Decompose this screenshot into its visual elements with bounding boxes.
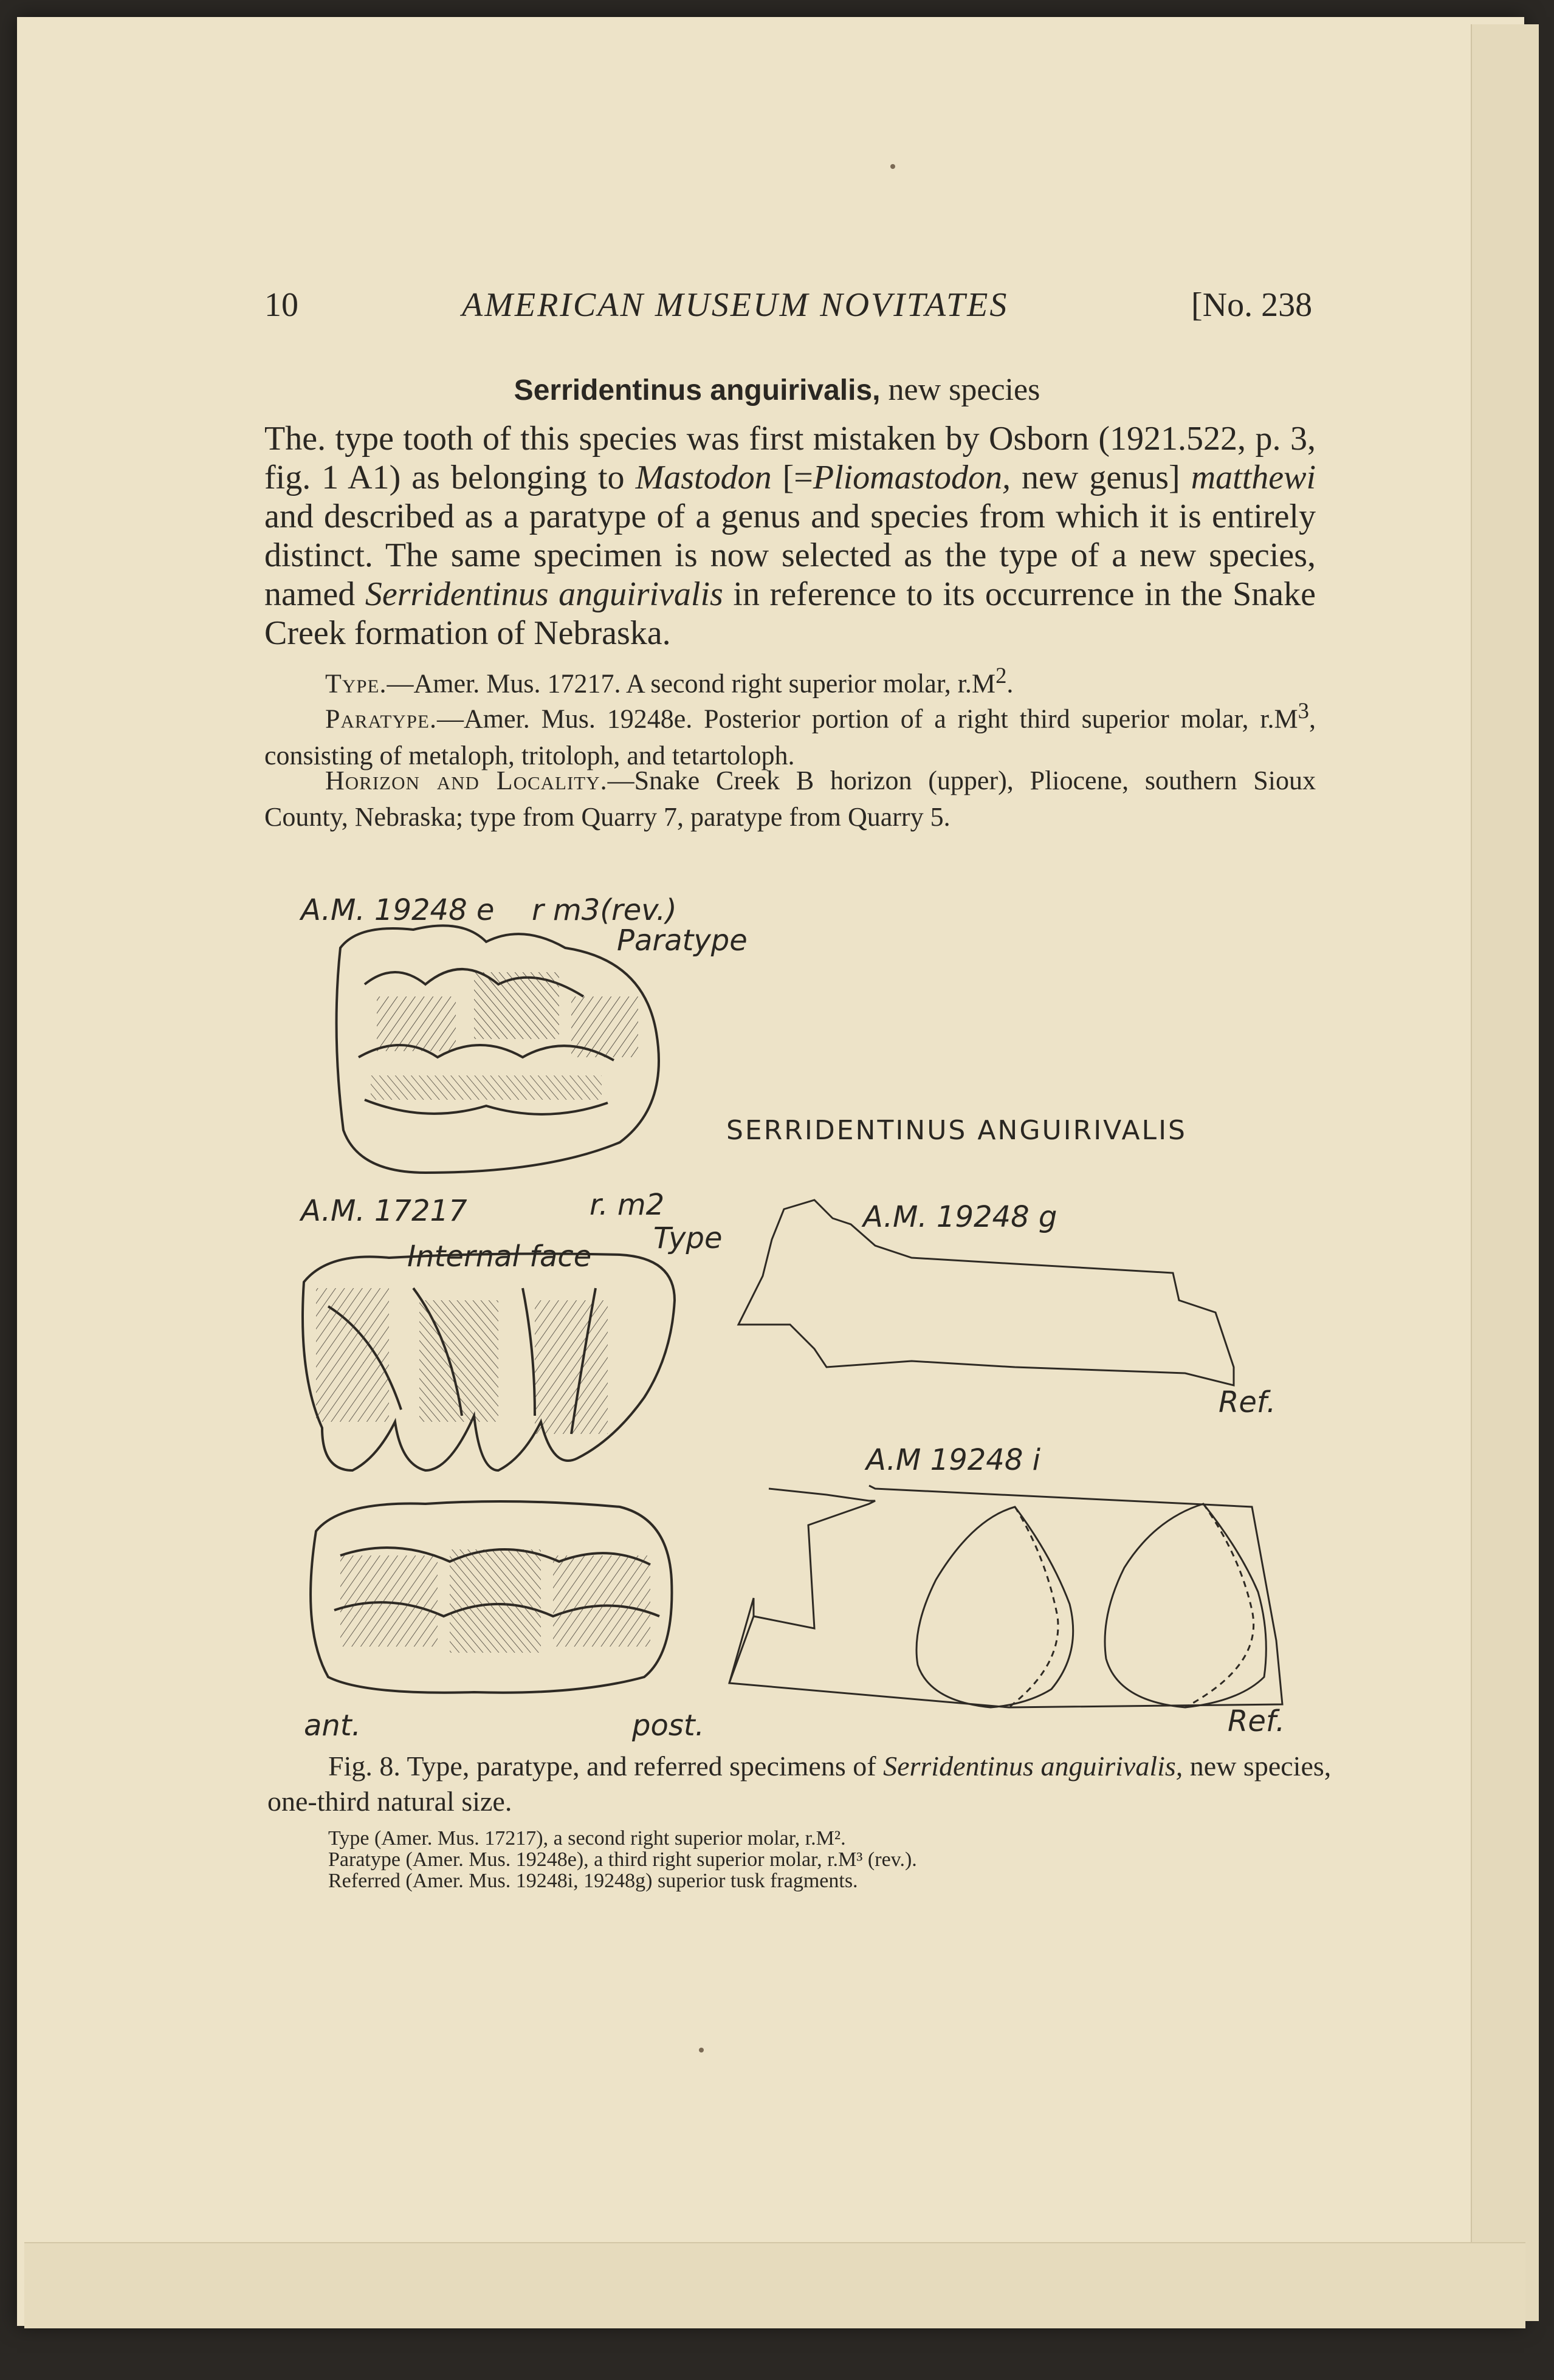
text: new species, one-third natural size.: [267, 1751, 1332, 1817]
paratype-label: Paratype: [617, 924, 748, 958]
entry-label: Type.: [325, 668, 387, 699]
text: new genus]: [1010, 459, 1191, 496]
text: .: [1006, 668, 1014, 699]
species-name: Serridentinus anguirivalis,: [514, 374, 881, 406]
text: —Amer. Mus. 19248e. Posterior portion of a right third superior molar, r.M: [437, 704, 1298, 734]
posterior-label: post.: [632, 1709, 704, 1743]
page-number: 10: [264, 286, 298, 324]
figure-caption: [267, 1749, 1355, 1819]
caption-line: Paratype (Amer. Mus. 19248e), a third right superior molar, r.M³ (rev.).: [328, 1848, 917, 1871]
taxon-name: Mastodon: [635, 459, 772, 496]
caption-line: Referred (Amer. Mus. 19248i, 19248g) superior tusk fragments.: [328, 1870, 858, 1892]
type-tooth-lateral-drawing: [303, 1253, 675, 1470]
text: —Snake Creek B horizon (upper), Pliocene, southern Sioux County, Nebraska; type from Quarry 7, paratype from Quarry 5.: [264, 766, 1316, 832]
anterior-label: ant.: [304, 1709, 361, 1743]
type-specimen-label: A.M. 17217: [301, 1194, 467, 1228]
text: The. type tooth of this species was first mistaken by Osborn (1921.522, p. 3, fig. 1 A1) as belonging to: [264, 420, 1316, 496]
species-note: new species: [888, 372, 1040, 407]
referred-label: Ref.: [1219, 1385, 1276, 1419]
type-tooth-occlusal-drawing: [311, 1501, 672, 1693]
tusk-fragment-i-outline: [729, 1486, 1282, 1707]
internal-face-label: Internal face: [407, 1240, 592, 1274]
taxon-name: Serridentinus anguirivalis: [365, 575, 723, 613]
figure-title: SERRIDENTINUS ANGUIRIVALIS: [726, 1115, 1187, 1146]
issue-number: [No. 238: [1191, 286, 1313, 324]
paratype-tooth-label: r m3(rev.): [532, 893, 677, 927]
text: [=: [771, 459, 813, 496]
text: , consisting of metaloph, tritoloph, and tetartoloph.: [264, 704, 1316, 770]
taxon-name: Pliomastodon,: [813, 459, 1011, 496]
paratype-specimen-label: A.M. 19248 e: [301, 893, 495, 927]
type-label: Type: [653, 1221, 723, 1255]
entry-label: Paratype.: [325, 704, 437, 734]
superscript: 3: [1298, 698, 1309, 723]
paratype-tooth-drawing: [337, 925, 659, 1173]
taxon-name: Serridentinus anguirivalis,: [883, 1751, 1183, 1782]
taxon-name: matthewi: [1191, 459, 1316, 496]
referred-label: Ref.: [1228, 1704, 1285, 1738]
text: —Amer. Mus. 17217. A second right superior molar, r.M: [387, 668, 996, 699]
caption-line: Type (Amer. Mus. 17217), a second right superior molar, r.M².: [328, 1827, 846, 1850]
fragment-i-label: A.M 19248 i: [866, 1443, 1040, 1477]
entry-label: Horizon and Locality.: [325, 766, 608, 795]
text: Fig. 8. Type, paratype, and referred specimens of: [328, 1751, 884, 1782]
text: and described as a paratype of a genus and species from which it is entirely distinct. The same specimen is now selected as the type of a new species, named: [264, 498, 1316, 613]
fragment-g-label: A.M. 19248 g: [863, 1200, 1057, 1234]
text: in reference to its occurrence in the Snake Creek formation of Nebraska.: [264, 575, 1316, 652]
journal-title: AMERICAN MUSEUM NOVITATES: [462, 286, 1009, 324]
superscript: 2: [995, 663, 1007, 688]
type-tooth-label: r. m2: [590, 1188, 665, 1222]
